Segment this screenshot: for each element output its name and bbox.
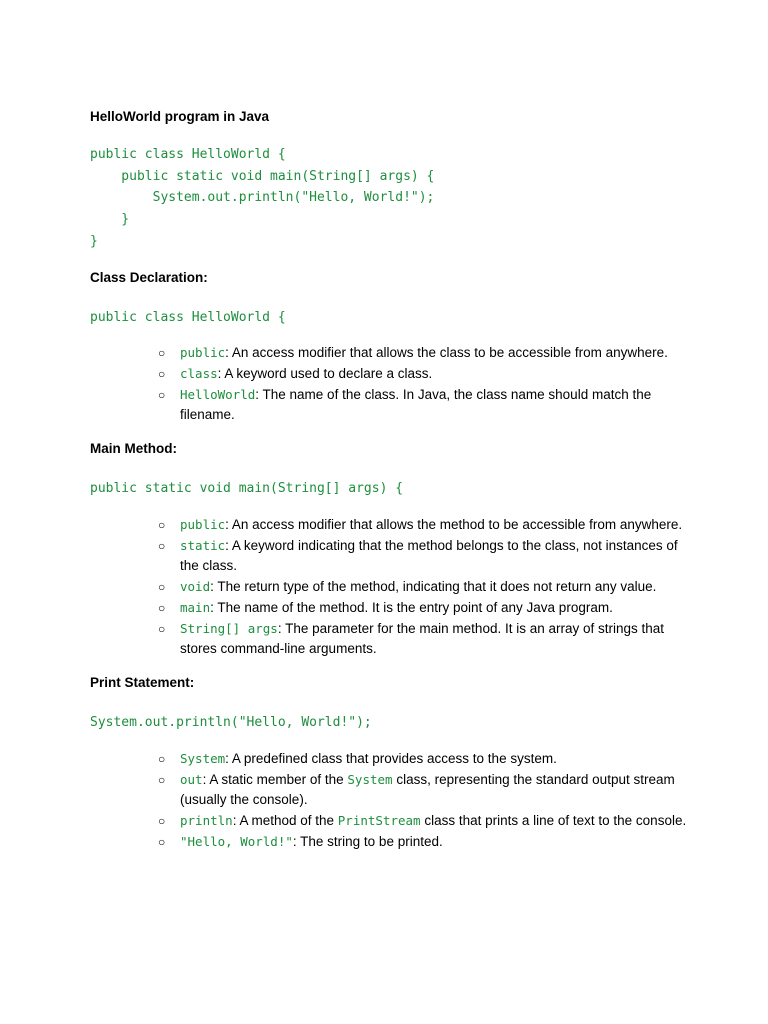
keyword: HelloWorld [180,387,256,403]
keyword: class [180,366,218,382]
keyword: System [347,771,393,787]
description: : A predefined class that provides access to the system. [225,750,557,766]
bullet-icon: ○ [158,346,166,361]
bullet-icon: ○ [158,367,166,382]
section-heading-class-declaration: Class Declaration: [90,269,208,285]
bullet-icon: ○ [158,538,166,553]
bullet-icon: ○ [158,579,166,594]
section-heading-main-method: Main Method: [90,441,177,457]
code-snippet-main-method [90,478,690,500]
keyword: System [180,750,226,766]
description: : The string to be printed. [292,833,443,849]
description: : A method of the [232,812,338,828]
bullet-list-main-method [90,515,690,659]
list-item [158,619,690,659]
description: : A static member of the [202,771,348,787]
list-item [158,832,690,852]
list-item [158,811,690,831]
keyword: void [180,578,211,594]
code-line: public static void main(String[] args) { [90,481,404,497]
description: : The parameter for the main method. It is an array of strings that stores command-line arguments. [180,620,665,656]
description: : A keyword used to declare a class. [217,366,433,382]
description: : The return type of the method, indicating that it does not return any value. [210,578,657,594]
list-item [158,770,690,810]
code-line: } [90,212,130,228]
list-item [158,515,690,535]
code-snippet-class-declaration [90,307,690,329]
bullet-icon: ○ [158,751,166,766]
code-snippet-print-statement [90,712,690,734]
list-item [158,385,690,425]
list-item [158,577,690,597]
section-heading-print-statement: Print Statement: [90,674,195,690]
code-block-main [90,144,690,253]
list-item [158,364,690,384]
keyword: PrintStream [337,812,421,828]
code-line: public static void main(String[] args) { [90,168,435,184]
code-line: public class HelloWorld { [90,309,286,325]
list-item [158,536,690,576]
keyword: static [180,537,226,553]
document-title: HelloWorld program in Java [90,109,270,124]
description: : The name of the method. It is the entry point of any Java program. [210,599,613,615]
list-item [158,598,690,618]
description: : A keyword indicating that the method belongs to the class, not instances of the class. [180,537,678,573]
keyword: println [180,812,233,828]
bullet-list-print-statement [90,749,690,852]
bullet-icon: ○ [158,834,166,849]
code-line: System.out.println("Hello, World!"); [90,714,372,730]
list-item [158,749,690,769]
bullet-icon: ○ [158,772,166,787]
description: : An access modifier that allows the class to be accessible from anywhere. [225,345,668,361]
code-line: public class HelloWorld { [90,147,286,162]
keyword: main [180,599,211,615]
keyword: "Hello, World!" [180,833,293,849]
description: : An access modifier that allows the method to be accessible from anywhere. [225,516,683,532]
keyword: out [180,771,203,787]
list-item [158,343,690,363]
keyword: public [180,345,226,361]
code-line: System.out.println("Hello, World!"); [90,190,435,206]
description: : The name of the class. In Java, the class name should match the filename. [180,387,652,423]
bullet-icon: ○ [158,621,166,636]
bullet-icon: ○ [158,388,166,403]
description: class, representing the standard output stream (usually the console). [180,771,675,807]
bullet-list-class-declaration [90,343,690,425]
bullet-icon: ○ [158,517,166,532]
bullet-icon: ○ [158,600,166,615]
description: class that prints a line of text to the console. [420,812,687,828]
code-line: } [90,233,98,249]
keyword: String[] args [180,620,278,636]
bullet-icon: ○ [158,813,166,828]
document-page [90,108,690,853]
keyword: public [180,516,226,532]
